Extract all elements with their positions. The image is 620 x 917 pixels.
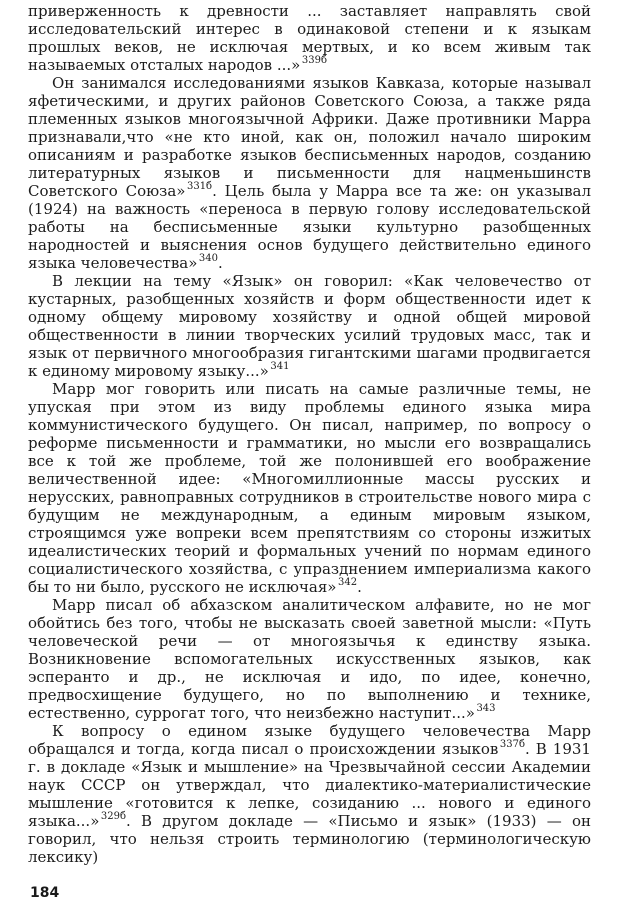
footnote-ref: 342	[337, 577, 358, 588]
page-number: 184	[30, 885, 60, 901]
paragraph-4	[28, 380, 591, 596]
paragraph-text: . В 1931 г. в докладе «Язык и мышление» на Чрезвычайной сессии Академии наук СССР он утверждал, что диалектико-материалистические мышление «готовится к лепке, созиданию ... нового и единого языка...»	[28, 740, 591, 830]
paragraph-text: Он занимался исследованиями языков Кавказа, которые называл яфетическими, и других районов Советского Союза, а также ряда племенных языков многоязычной Африки. Даже противники Марра признавали,что «не кто иной, как он, положил начало широким описаниям и разработке языков бесписьменных народов, созданию литературных языков и письменности для нацменьшинств Советского Союза»	[28, 74, 591, 200]
footnote-ref: 340	[198, 253, 218, 264]
paragraph-5	[28, 596, 591, 722]
footnote-ref: 341	[270, 361, 290, 372]
paragraph-text: . В другом докладе — «Письмо и язык» (1933) — он говорил, что нельзя строить терминологию (терминологическую лексику)	[28, 812, 591, 866]
footnote-ref: 329б	[100, 811, 126, 822]
paragraph-text: приверженность к древности ... заставляет направлять свой исследовательский интерес в одинаковой степени и к языкам прошлых веков, не исключая мертвых, и ко всем живым так называемых отсталых народов ...»	[28, 2, 591, 74]
paragraph-text: К вопросу о едином языке будущего человечества Марр обращался и тогда, когда писал о происхождении языков	[28, 722, 591, 758]
paragraph-6	[28, 722, 591, 866]
paragraph-text: . Цель была у Марра все та же: он указывал (1924) на важность «переноса в первую голову исследовательской работы на бесписьменные языки культурно разобщенных народностей и выяснения основ будущего действительно единого языка человечества»	[28, 182, 592, 272]
paragraph-text: .	[357, 578, 362, 596]
paragraph-2	[28, 74, 591, 272]
paragraph-text: Марр писал об абхазском аналитическом алфавите, но не мог обойтись без того, чтобы не высказать своей заветной мысли: «Путь человеческой речи — от многоязычья к единству языка. Возникновение вспомогательных искусственных языков, как эсперанто и др., не исключая и идо, по идее, конечно, предвосхищение будущего, но по выполнению и технике, естественно, суррогат того, что неизбежно наступит...»	[28, 596, 591, 722]
footnote-ref: 337б	[499, 739, 525, 750]
paragraph-3	[28, 272, 591, 380]
footnote-ref: 331б	[186, 181, 213, 192]
page-body	[28, 2, 591, 866]
paragraph-text: Марр мог говорить или писать на самые различные темы, не упуская при этом из виду проблемы единого языка мира коммунистического будущего. Он писал, например, по вопросу о реформе письменности и грамматики, но мысли его возвращались все к той же проблеме, той же полонившей его воображение величественной идее: «Многомиллионные массы русских и нерусских, равноправных сотрудников в строительстве нового мира с будущим не международным, а единым мировым языком, строящимся уже вопреки всем препятствиям со стороны изжитых идеалистических теорий и формальных учений по нормам единого социалистического хозяйства, с упразднением империализма какого бы то ни было, русского не исключая»	[28, 380, 591, 596]
paragraph-text: В лекции на тему «Язык» он говорил: «Как человечество от кустарных, разобщенных хозяйств и форм общественности идет к одному общему мировому хозяйству и одной общей мировой общественности в линии творческих усилий трудовых масс, так и язык от первичного многообразия гигантскими шагами продвигается к единому мировому языку...»	[28, 272, 591, 380]
paragraph-1	[28, 2, 591, 74]
footnote-ref: 339б	[301, 55, 327, 66]
footnote-ref: 343	[476, 703, 496, 714]
paragraph-text: .	[218, 254, 223, 272]
